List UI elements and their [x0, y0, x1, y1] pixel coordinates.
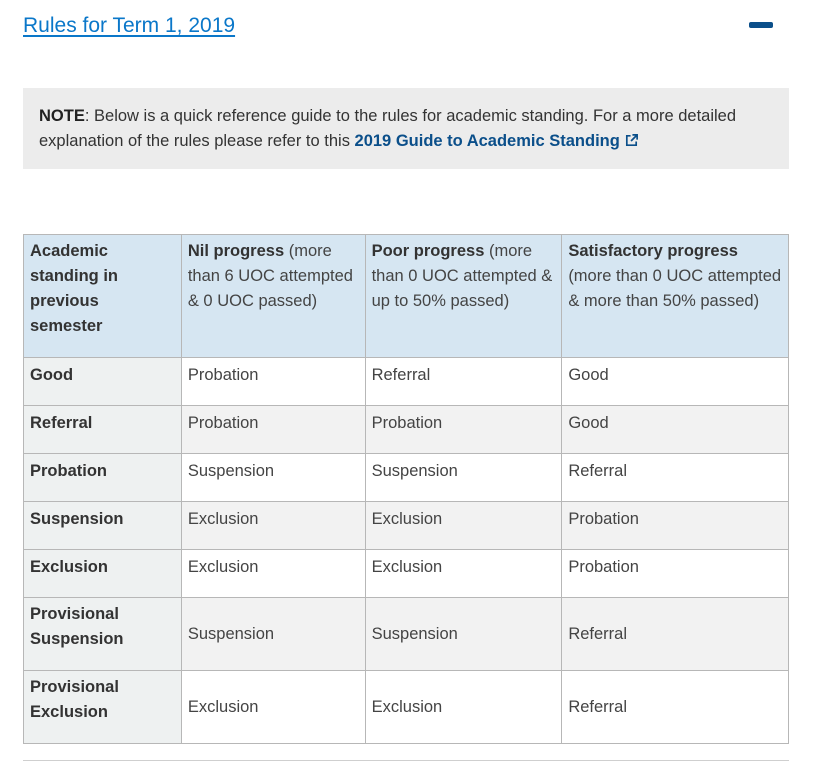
cell-nil: Exclusion — [181, 502, 365, 550]
cell-poor: Exclusion — [365, 502, 562, 550]
accordion-title[interactable]: Rules for Term 1, 2019 — [23, 14, 236, 37]
header-nil-progress: Nil progress (more than 6 UOC attempted & 0 UOC passed) — [181, 235, 365, 358]
table-row — [24, 598, 789, 671]
section-divider — [23, 760, 789, 761]
row-standing: Exclusion — [24, 550, 182, 598]
cell-nil: Probation — [181, 358, 365, 406]
cell-poor: Suspension — [365, 454, 562, 502]
guide-link-text[interactable]: 2019 Guide to Academic Standing — [354, 132, 620, 150]
cell-satisfactory: Referral — [562, 598, 789, 671]
minus-icon[interactable] — [749, 22, 773, 28]
table-row — [24, 502, 789, 550]
header-poor-progress: Poor progress (more than 0 UOC attempted & up to 50% passed) — [365, 235, 562, 358]
cell-nil: Exclusion — [181, 671, 365, 744]
row-standing: Probation — [24, 454, 182, 502]
cell-nil: Probation — [181, 406, 365, 454]
cell-satisfactory: Referral — [562, 454, 789, 502]
table-row — [24, 358, 789, 406]
row-standing: Suspension — [24, 502, 182, 550]
note-label: NOTE — [39, 107, 85, 125]
cell-poor: Exclusion — [365, 671, 562, 744]
guide-link[interactable] — [355, 132, 639, 150]
table-row — [24, 550, 789, 598]
cell-nil: Exclusion — [181, 550, 365, 598]
table-row — [24, 406, 789, 454]
cell-satisfactory: Good — [562, 406, 789, 454]
external-link-icon[interactable] — [624, 131, 639, 156]
cell-satisfactory: Referral — [562, 671, 789, 744]
cell-poor: Suspension — [365, 598, 562, 671]
header-satisfactory-progress: Satisfactory progress (more than 0 UOC attempted & more than 50% passed) — [562, 235, 789, 358]
header-academic-standing: Academic standing in previous semester — [24, 235, 182, 358]
cell-nil: Suspension — [181, 454, 365, 502]
cell-poor: Referral — [365, 358, 562, 406]
row-standing: Referral — [24, 406, 182, 454]
accordion-header[interactable] — [23, 12, 788, 44]
cell-poor: Exclusion — [365, 550, 562, 598]
cell-nil: Suspension — [181, 598, 365, 671]
row-standing: Good — [24, 358, 182, 406]
note-text: : Below is a quick reference guide to the rules for academic standing. For a more detailed explanation of the rules please refer to this — [39, 107, 737, 150]
cell-satisfactory: Probation — [562, 502, 789, 550]
academic-standing-table — [23, 234, 789, 744]
table-header-row — [24, 235, 789, 358]
cell-satisfactory: Good — [562, 358, 789, 406]
cell-poor: Probation — [365, 406, 562, 454]
cell-satisfactory: Probation — [562, 550, 789, 598]
note-box — [23, 88, 789, 169]
table-row — [24, 671, 789, 744]
table-row — [24, 454, 789, 502]
row-standing: Provisional Exclusion — [24, 671, 182, 744]
row-standing: Provisional Suspension — [24, 598, 182, 671]
